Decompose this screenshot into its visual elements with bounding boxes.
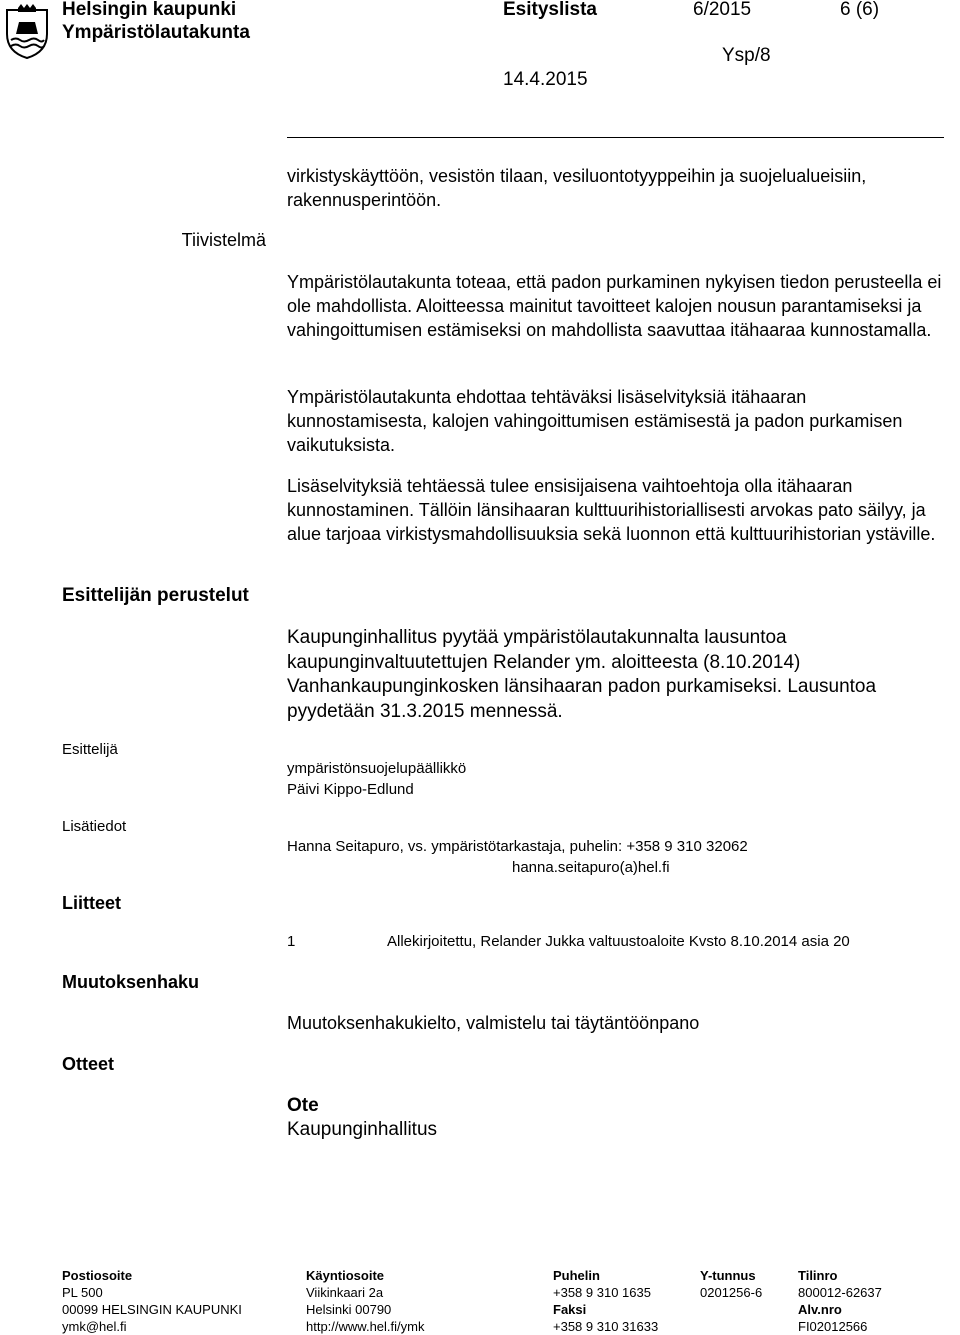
label-presenter: Esittelijä bbox=[62, 741, 118, 758]
footer-phone bbox=[553, 1267, 658, 1335]
footer-vat-title: Alv.nro bbox=[798, 1302, 842, 1317]
footer-vat-number: FI02012566 bbox=[798, 1319, 868, 1334]
summary-paragraph-2: Ympäristölautakunta ehdottaa tehtäväksi lisäselvityksiä itähaaran kunnostamisesta, kalojen vahingoittumisen estämisestä ja padon purkamisen vaikutuksista. bbox=[287, 387, 903, 455]
rationale-text: Kaupunginhallitus pyytää ympäristölautakunnalta lausuntoa kaupunginvaltuutettujen Relander ym. aloitteesta (8.10.2014) Vanhankaupunginkosken länsihaaran padon purkamiseksi. Lausuntoa pyydetään 31.3.2015 mennessä. bbox=[287, 627, 877, 722]
label-more-info: Lisätiedot bbox=[62, 818, 127, 835]
footer-business-id-title: Y-tunnus bbox=[700, 1268, 756, 1283]
footer-business-id bbox=[700, 1267, 762, 1301]
summary-paragraph-3: Lisäselvityksiä tehtäessä tulee ensisijaisena vaihtoehtoja olla itähaaran kunnostaminen. Tällöin länsihaaran kulttuurihistoriallisesti arvokas pato säilyy, ja alue tarjoaa virkistysmahdollisuuksia sekä luonnon että kulttuurihistorian ystäville. bbox=[287, 476, 936, 544]
label-rationale: Esittelijän perustelut bbox=[62, 585, 249, 606]
intro-text: virkistyskäyttöön, vesistön tilaan, vesiluontotyyppeihin ja suojelualueisiin, rakennusperintöön. bbox=[287, 166, 867, 210]
header-doc-type: Esityslista bbox=[503, 0, 597, 20]
label-attachments: Liitteet bbox=[62, 893, 122, 913]
header-section: Ysp/8 bbox=[722, 45, 771, 66]
footer-postal bbox=[62, 1267, 242, 1335]
contact-email: hanna.seitapuro(a)hel.fi bbox=[512, 859, 670, 876]
header-date: 14.4.2015 bbox=[503, 69, 588, 90]
header-page: 6 (6) bbox=[840, 0, 880, 20]
footer-visit-title: Käyntiosoite bbox=[306, 1268, 385, 1283]
helsinki-crest-logo bbox=[4, 4, 50, 60]
presenter-title: ympäristönsuojelupäällikkö bbox=[287, 760, 467, 777]
extract-heading: Ote bbox=[287, 1095, 319, 1116]
label-summary: Tiivistelmä bbox=[181, 230, 266, 250]
header-dept: Ympäristölautakunta bbox=[62, 22, 250, 43]
footer-account-title: Tilinro bbox=[798, 1268, 838, 1283]
footer-phone-number: +358 9 310 1635 bbox=[553, 1285, 651, 1300]
footer-fax-number: +358 9 310 31633 bbox=[553, 1319, 659, 1334]
footer-postal-code: 00099 HELSINGIN KAUPUNKI bbox=[62, 1302, 242, 1317]
footer-phone-title: Puhelin bbox=[553, 1268, 600, 1283]
label-appeal: Muutoksenhaku bbox=[62, 972, 200, 992]
extract-recipient: Kaupunginhallitus bbox=[287, 1119, 438, 1140]
footer-visit-street: Viikinkaari 2a bbox=[306, 1285, 384, 1300]
presenter-name: Päivi Kippo-Edlund bbox=[287, 781, 414, 798]
crest-icon bbox=[4, 4, 50, 60]
footer-visit-city: Helsinki 00790 bbox=[306, 1302, 392, 1317]
contact-line: Hanna Seitapuro, vs. ympäristötarkastaja, puhelin: +358 9 310 32062 bbox=[287, 838, 748, 855]
header-number: 6/2015 bbox=[693, 0, 752, 20]
appeal-text: Muutoksenhakukielto, valmistelu tai täytäntöönpano bbox=[287, 1013, 700, 1033]
footer-account bbox=[798, 1267, 882, 1335]
summary-paragraph-1: Ympäristölautakunta toteaa, että padon purkaminen nykyisen tiedon perusteella ei ole mahdollista. Aloitteessa mainitut tavoitteet kalojen nousun parantamiseksi ja vahingoittumisen estämiseksi on mahdollista saavuttaa itähaaraa kunnostamalla. bbox=[287, 272, 942, 340]
footer-postal-title: Postiosoite bbox=[62, 1268, 133, 1283]
footer-business-id-value: 0201256-6 bbox=[700, 1285, 763, 1300]
label-extracts: Otteet bbox=[62, 1054, 115, 1074]
attachment-link[interactable]: Allekirjoitettu, Relander Jukka valtuustoaloite Kvsto 8.10.2014 asia 20 bbox=[387, 933, 850, 950]
footer-postal-box: PL 500 bbox=[62, 1285, 103, 1300]
header-rule bbox=[287, 137, 944, 138]
footer-email[interactable]: ymk@hel.fi bbox=[62, 1319, 127, 1334]
footer-visit bbox=[306, 1267, 424, 1335]
attachment-number: 1 bbox=[287, 933, 296, 950]
footer-fax-title: Faksi bbox=[553, 1302, 587, 1317]
header-org: Helsingin kaupunki bbox=[62, 0, 237, 20]
footer-website[interactable]: http://www.hel.fi/ymk bbox=[306, 1319, 425, 1334]
footer-account-number: 800012-62637 bbox=[798, 1285, 882, 1300]
